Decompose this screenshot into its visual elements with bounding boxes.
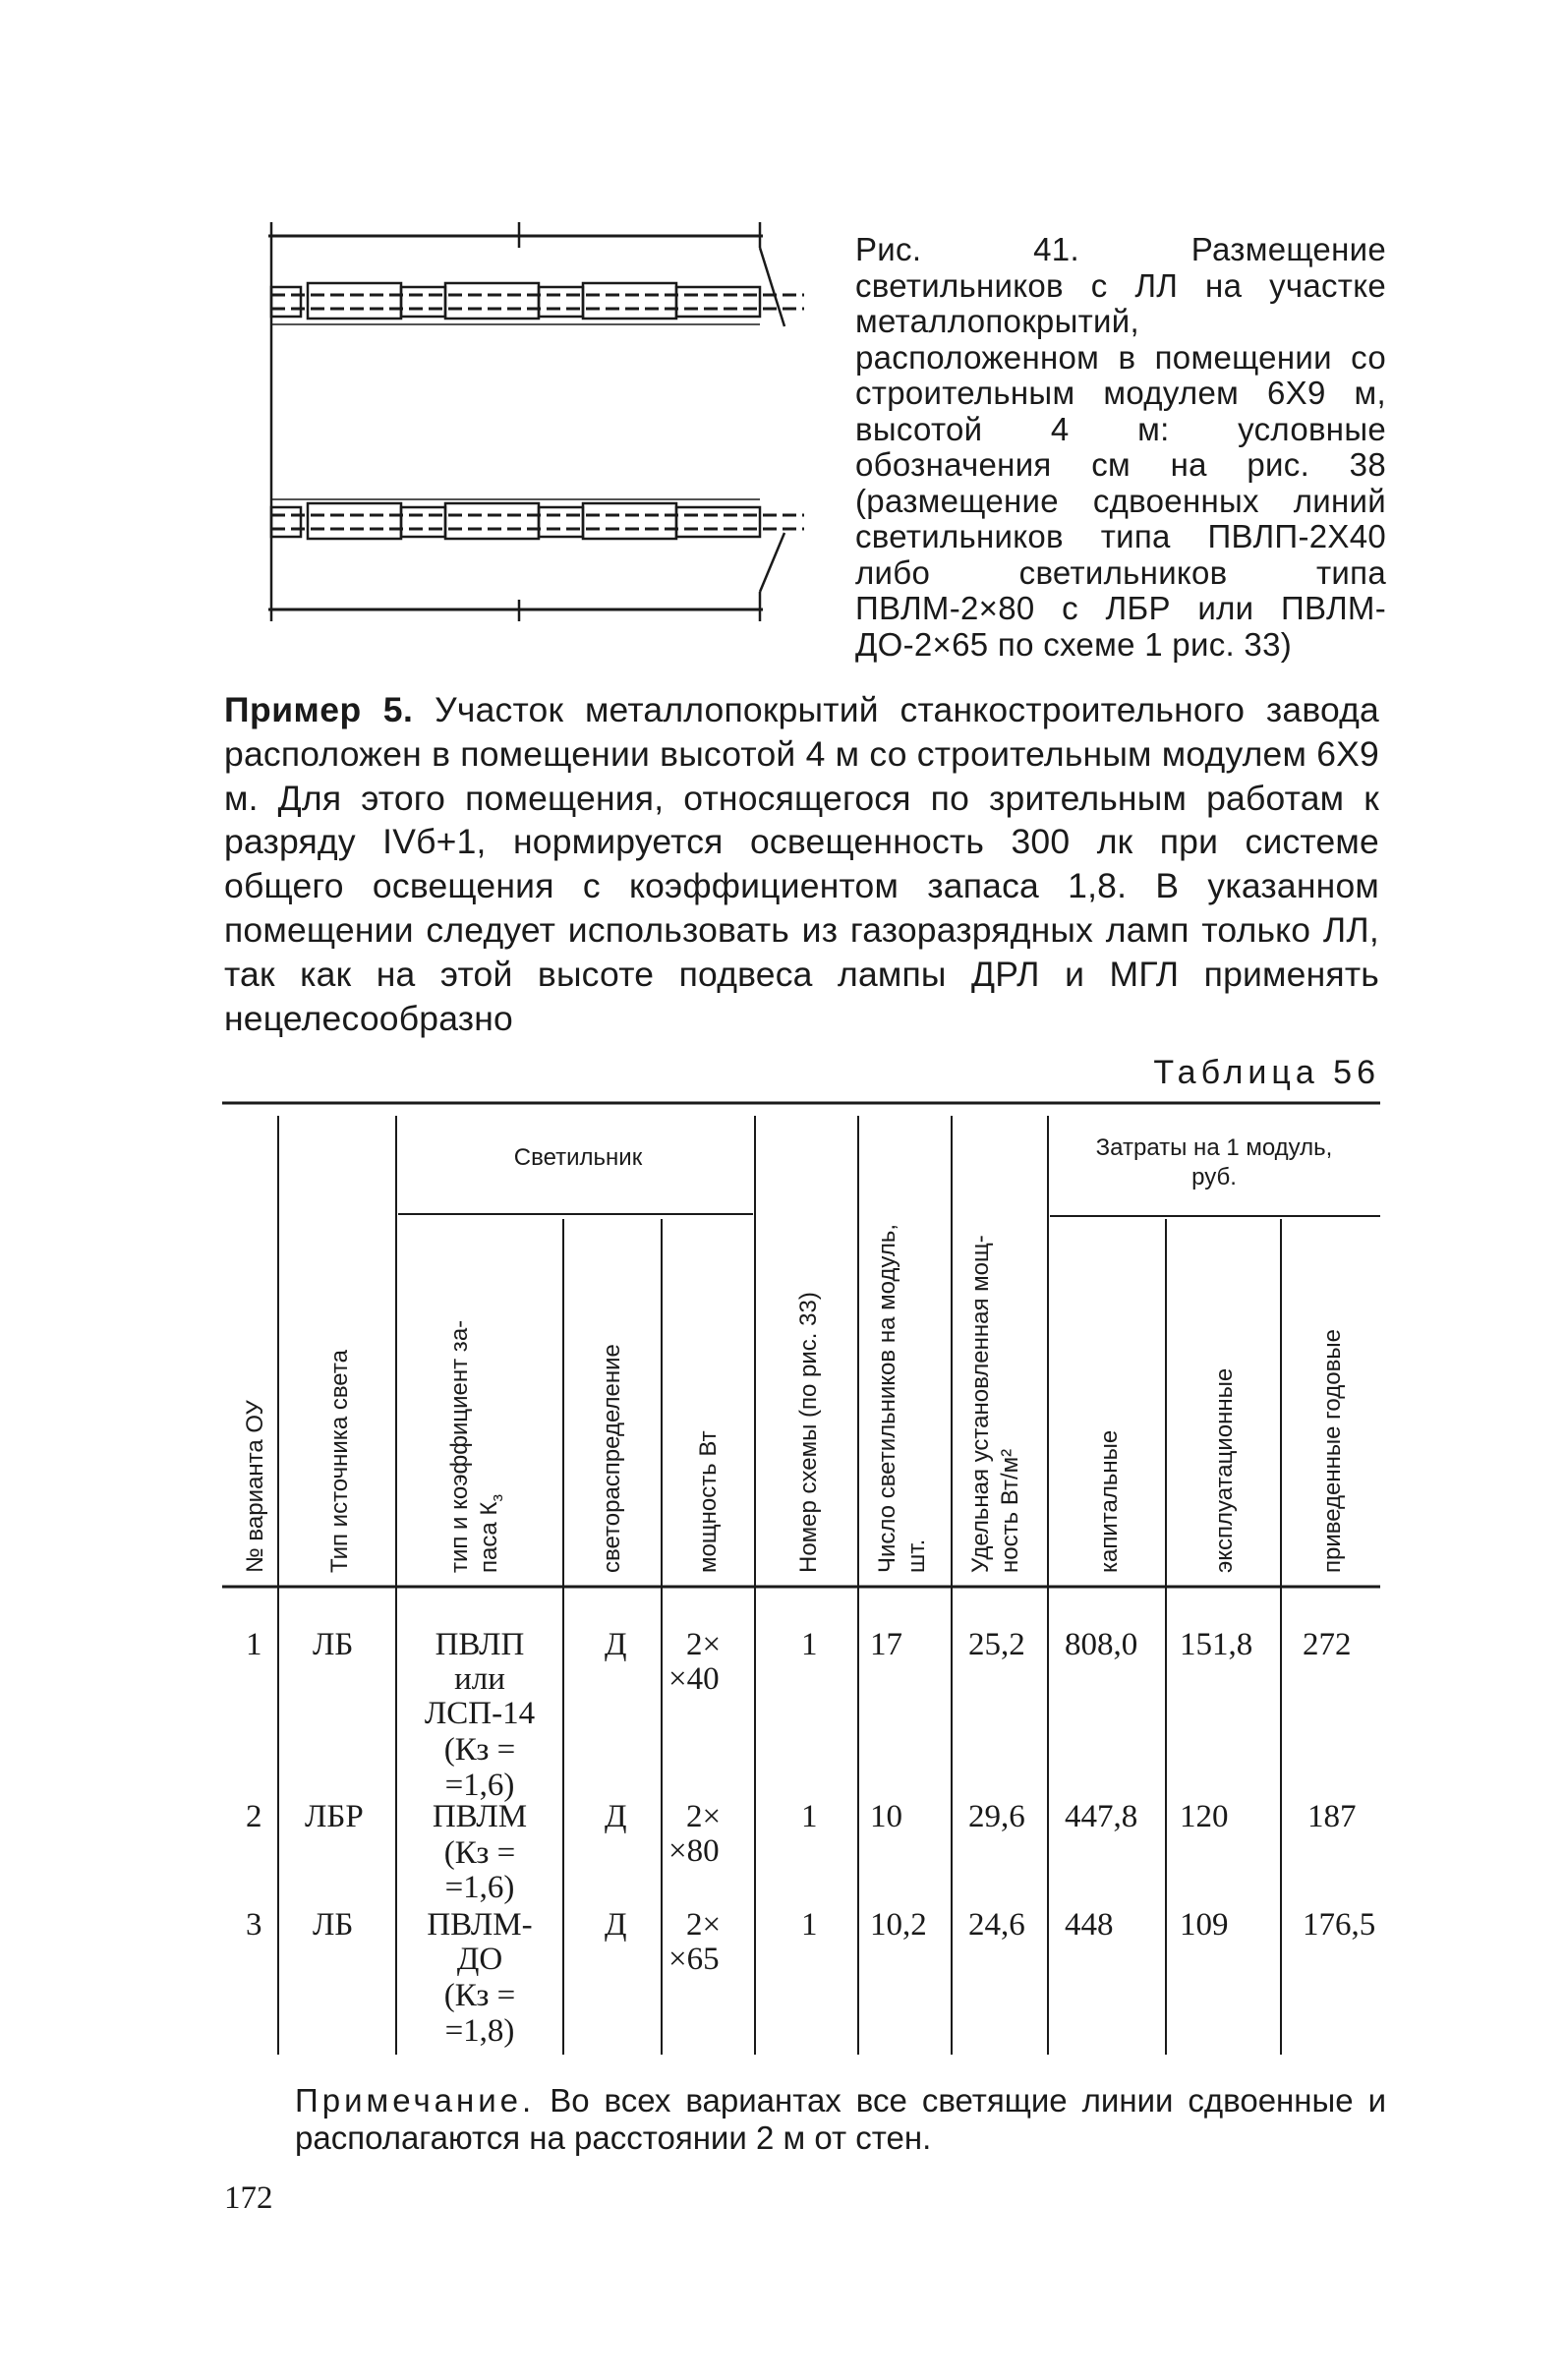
example-label: Пример 5. [224,690,414,729]
cell-luminaire-line: =1,8) [444,2013,515,2049]
header-costs-group-line2: руб. [1191,1164,1237,1190]
cell-specific: 24,6 [968,1907,1025,1943]
cell-operational: 151,8 [1180,1627,1253,1662]
cell-luminaire-line: (Кз = [443,1978,516,2013]
header-lum-type-line1: тип и коэффициент за- [446,1319,473,1573]
cell-luminaire-line: =1,6) [444,1768,515,1803]
header-luminaire-group: Светильник [513,1144,643,1171]
cell-count: 17 [870,1627,902,1662]
figure-caption: Рис. 41. Размещение светильников с ЛЛ на участке металлопокрытий, расположенном в помещении со строительным модулем 6Х9 м, высотой 4 м: условные обозначения см на рис. 38 (размещение сдвоенных линий светильников типа ПВЛП-2Х40 либо светильников типа ПВЛМ-2×80 с ЛБР или ПВЛМ-ДО-2×65 по схеме 1 рис. 33) [855,231,1386,663]
header-variant: № варианта ОУ [242,1400,268,1573]
header-distribution: светораспределение [599,1344,625,1573]
cell-capital: 808,0 [1065,1627,1138,1662]
example-text: Участок металлопокрытий станкостроительного завода расположен в помещении высотой 4 м со строительным модулем 6Х9 м. Для этого помещения, относящегося по зрительным работам к разряду IVб+1, нормируется освещенность 300 лк при системе общего освещения с коэффициентом запаса 1,8. В указанном помещении следует использовать из газоразрядных ламп только ЛЛ, так как на этой высоте подвеса лампы ДРЛ и МГЛ применять нецелесообразно [224,690,1380,1038]
cell-specific: 29,6 [968,1799,1025,1834]
cell-luminaire-line: ПВЛМ- [427,1907,533,1943]
cell-count: 10,2 [870,1907,927,1943]
cell-scheme: 1 [801,1907,818,1943]
cell-power: ×65 [668,1942,720,1977]
cell-power: 2× [686,1799,722,1834]
cell-scheme: 1 [801,1799,818,1834]
cell-power: ×80 [668,1833,720,1869]
table-row [246,1907,1375,2049]
cell-luminaire-line: или [454,1661,505,1697]
header-source: Тип источника света [326,1350,353,1573]
cell-reduced: 176,5 [1303,1907,1376,1943]
cell-capital: 448 [1065,1907,1114,1943]
cell-operational: 120 [1180,1799,1229,1834]
cell-source: ЛБ [313,1627,354,1662]
cell-luminaire-line: (Кз = [443,1835,516,1871]
page-number: 172 [224,2180,273,2216]
cell-luminaire-line: ПВЛП [435,1627,525,1662]
cell-variant: 1 [246,1627,262,1662]
cell-distribution: Д [605,1627,627,1662]
header-lum-type-line2 [476,1494,506,1573]
cell-luminaire-line: ДО [456,1942,503,1977]
cell-variant: 2 [246,1799,262,1834]
cell-reduced: 272 [1303,1627,1352,1662]
cell-source: ЛБ [313,1907,354,1943]
cell-distribution: Д [605,1799,627,1834]
cell-variant: 3 [246,1907,262,1943]
header-count-line1: Число светильников на модуль, [874,1223,900,1573]
table-label: Таблица 56 [1153,1054,1380,1091]
header-costs-group-line1: Затраты на 1 модуль, [1095,1134,1333,1161]
cell-count: 10 [870,1799,902,1834]
header-count-line2: шт. [903,1538,930,1573]
table-row [246,1627,1352,1803]
cell-distribution: Д [605,1907,627,1943]
header-operational: эксплуатационные [1211,1367,1238,1573]
header-lum-type-sub: з [488,1493,506,1502]
header-specific-line1: Удельная установленная мощ- [967,1235,994,1573]
cell-reduced: 187 [1307,1799,1357,1834]
cell-luminaire-line: (Кз = [443,1732,516,1768]
cell-luminaire-line: =1,6) [444,1870,515,1905]
cell-power: 2× [686,1907,722,1943]
header-scheme: Номер схемы (по рис. 33) [795,1292,822,1573]
cell-luminaire-line: ЛСП-14 [424,1696,536,1731]
cell-source: ЛБР [305,1799,364,1834]
header-specific-line2: ность Вт/м² [997,1448,1023,1573]
cell-power: 2× [686,1627,722,1662]
cell-specific: 25,2 [968,1627,1025,1662]
table-row [246,1799,1357,1905]
header-capital: капитальные [1096,1429,1123,1573]
note-label: Примечание. [295,2082,536,2119]
cell-luminaire-line: ПВЛМ [432,1799,528,1834]
header-reduced: приведенные годовые [1319,1329,1346,1573]
header-lum-type-k: паса К [476,1501,502,1573]
table-note [295,2082,1386,2157]
note-text: Во всех вариантах все светящие линии сдвоенные и располагаются на расстоянии 2 м от стен. [295,2082,1386,2156]
cell-scheme: 1 [801,1627,818,1662]
cell-capital: 447,8 [1065,1799,1138,1834]
header-power: мощность Вт [695,1430,722,1573]
cell-operational: 109 [1180,1907,1229,1943]
cell-power: ×40 [668,1661,720,1697]
